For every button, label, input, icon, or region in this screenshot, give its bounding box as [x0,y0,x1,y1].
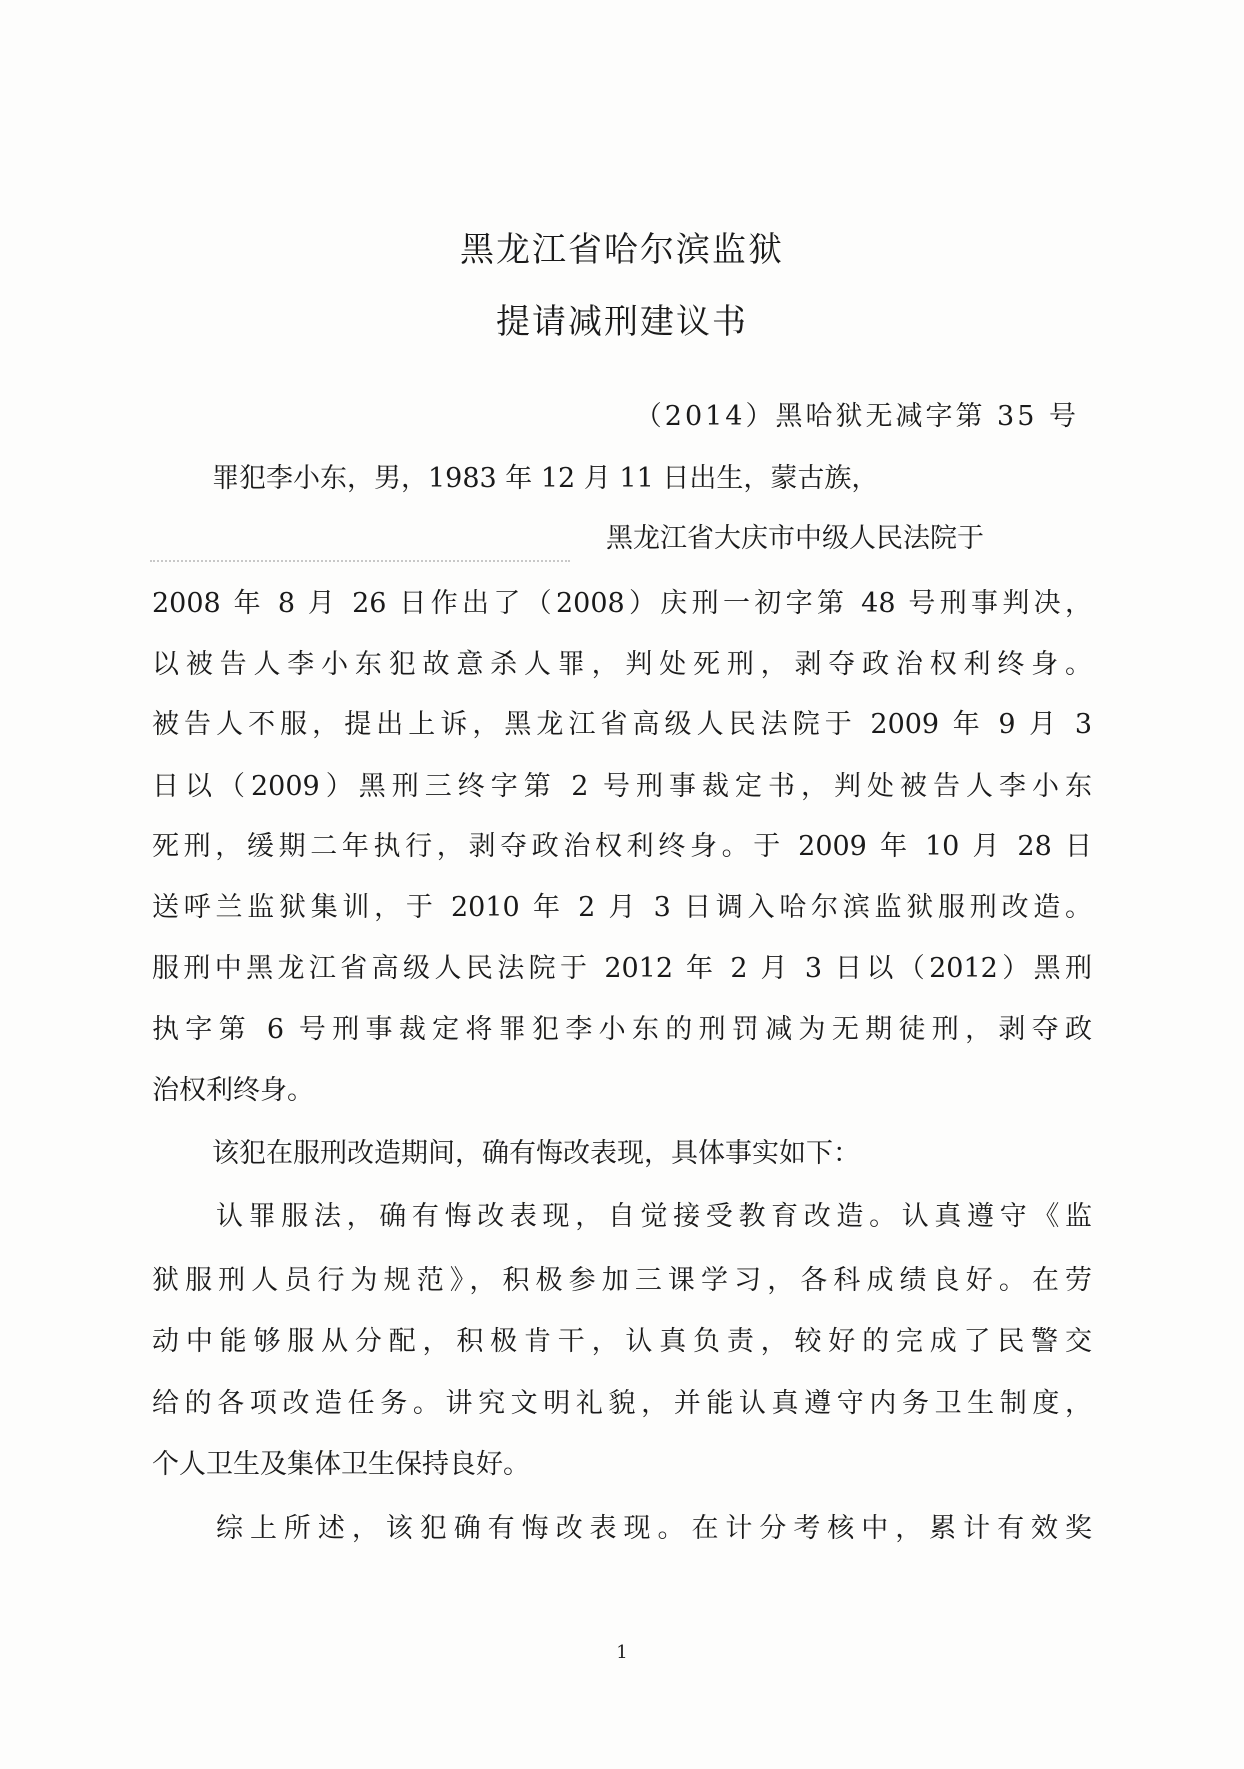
body-line: 综上所述，该犯确有悔改表现。在计分考核中，累计有效奖 [216,1513,1092,1544]
body-line: 黑龙江省大庆市中级人民法院于 [606,523,984,554]
document-title-line1: 黑龙江省哈尔滨监狱 [460,230,784,270]
body-line: 2008 年 8 月 26 日作出了（2008）庆刑一初字第 48 号刑事判决， [152,588,1092,619]
document-number: （2014）黑哈狱无减字第 35 号 [634,401,1079,432]
body-line: 治权利终身。 [152,1075,314,1106]
body-line: 日以（2009）黑刑三终字第 2 号刑事裁定书，判处被告人李小东 [152,771,1092,802]
body-line: 该犯在服刑改造期间，确有悔改表现，具体事实如下： [212,1138,860,1169]
body-line: 送呼兰监狱集训，于 2010 年 2 月 3 日调入哈尔滨监狱服刑改造。 [152,892,1092,923]
body-line: 个人卫生及集体卫生保持良好。 [152,1449,530,1480]
body-line: 给的各项改造任务。讲究文明礼貌，并能认真遵守内务卫生制度， [152,1388,1092,1419]
body-line: 以被告人李小东犯故意杀人罪，判处死刑，剥夺政治权利终身。 [152,649,1092,680]
body-line: 认罪服法，确有悔改表现，自觉接受教育改造。认真遵守《监 [216,1201,1092,1232]
body-line: 执字第 6 号刑事裁定将罪犯李小东的刑罚减为无期徒刑，剥夺政 [152,1014,1092,1045]
body-line: 死刑，缓期二年执行，剥夺政治权利终身。于 2009 年 10 月 28 日 [152,831,1092,862]
body-line: 狱服刑人员行为规范》，积极参加三课学习，各科成绩良好。在劳 [152,1265,1092,1296]
body-line: 罪犯李小东，男，1983 年 12 月 11 日出生，蒙古族， [212,463,879,494]
redacted-area [150,560,570,564]
page-number: 1 [616,1642,628,1663]
body-line: 动中能够服从分配，积极肯干，认真负责，较好的完成了民警交 [152,1326,1092,1357]
body-line: 服刑中黑龙江省高级人民法院于 2012 年 2 月 3 日以（2012）黑刑 [152,953,1092,984]
body-line: 被告人不服，提出上诉，黑龙江省高级人民法院于 2009 年 9 月 3 [152,709,1092,740]
document-title-line2: 提请减刑建议书 [496,302,748,342]
